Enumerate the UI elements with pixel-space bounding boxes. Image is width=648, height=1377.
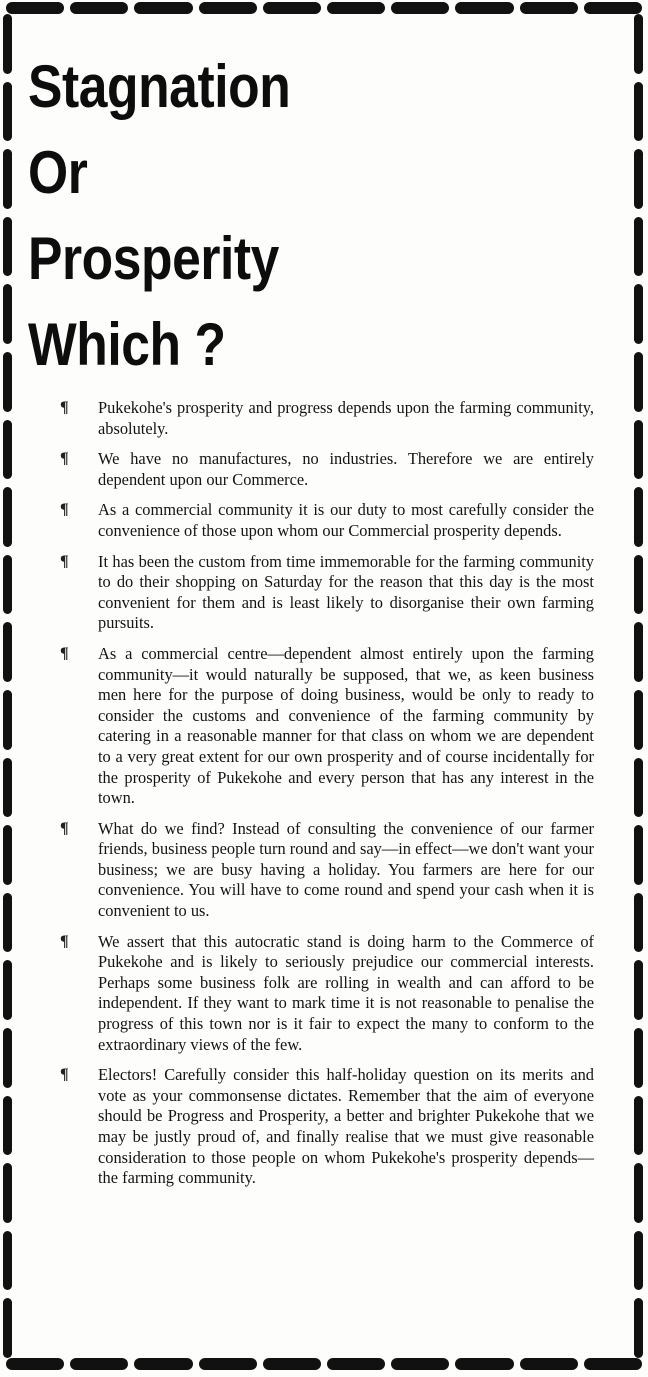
pilcrow-icon: ¶ [60, 552, 69, 570]
paragraph-text: We assert that this autocratic stand is doing harm to the Commerce of Pukekohe and is likely to seriously prejudice our commercial interests. Perhaps some business folk are rolling in wealth and can afford to be independent. If they want to mark time it is not reasonable to penalise the progress of this town nor is it fair to expect the many to conform to the extraordinary views of the few. [98, 931, 594, 1054]
pilcrow-icon: ¶ [60, 1066, 69, 1084]
headline-line-1: Stagnation [28, 53, 291, 120]
paragraph-text: As a commercial community it is our duty to most carefully consider the convenience of those upon whom our Commercial prosperity depends. [98, 500, 594, 540]
pilcrow-icon: ¶ [60, 932, 69, 950]
paragraph-text: We have no manufactures, no industries. Therefore we are entirely dependent upon our Commerce. [98, 449, 594, 489]
border-left [3, 14, 12, 1358]
paragraph-3 [60, 500, 594, 541]
pilcrow-icon: ¶ [60, 819, 69, 837]
paragraph-2 [60, 449, 594, 490]
paragraph-6 [60, 819, 594, 922]
paragraph-text: It has been the custom from time immemorable for the farming community to do their shopping on Saturday for the reason that this day is the most convenient for them and is least likely to disorganise their own farming pursuits. [98, 551, 594, 633]
paragraph-list [60, 398, 594, 1199]
paragraph-text: Pukekohe's prosperity and progress depends upon the farming community, absolutely. [98, 398, 594, 438]
pilcrow-icon: ¶ [60, 450, 69, 468]
paragraph-4 [60, 552, 594, 634]
paragraph-8 [60, 1065, 594, 1189]
paragraph-text: As a commercial centre—dependent almost entirely upon the farming community—it would naturally be supposed, that we, as keen business men here for the purpose of doing business, would be only to ready to consider the customs and convenience of the farming community by catering in a reasonable manner for that class on whom we are dependent to a very great extent for our own prosperity and of course incidentally for the prosperity of Pukekohe and every person that has any interest in the town. [98, 643, 594, 808]
border-bottom [6, 1358, 642, 1370]
paragraph-1 [60, 398, 594, 439]
paragraph-7 [60, 932, 594, 1056]
headline-line-2: Or [28, 139, 88, 206]
headline-line-3: Prosperity [28, 225, 279, 292]
headline-line-4: Which ? [28, 311, 226, 378]
paragraph-text: What do we find? Instead of consulting the convenience of our farmer friends, business people turn round and say—in effect—we don't want your business; we are busy having a holiday. You farmers are here for our convenience. You will have to come round and spend your cash when it is convenient to us. [98, 818, 594, 921]
headline [28, 44, 290, 388]
border-top [6, 2, 642, 14]
pilcrow-icon: ¶ [60, 399, 69, 416]
border-right [634, 14, 643, 1358]
paragraph-5 [60, 644, 594, 809]
pilcrow-icon: ¶ [60, 501, 69, 519]
paragraph-text: Electors! Carefully consider this half-holiday question on its merits and vote as your commonsense dictates. Remember that the aim of everyone should be Progress and Prosperity, a better and brighter Pukekohe that we may be justly proud of, and finally realise that we must give reasonable consideration to those people on whom Pukekohe's prosperity depends—the farming community. [98, 1065, 594, 1188]
pilcrow-icon: ¶ [60, 644, 69, 662]
